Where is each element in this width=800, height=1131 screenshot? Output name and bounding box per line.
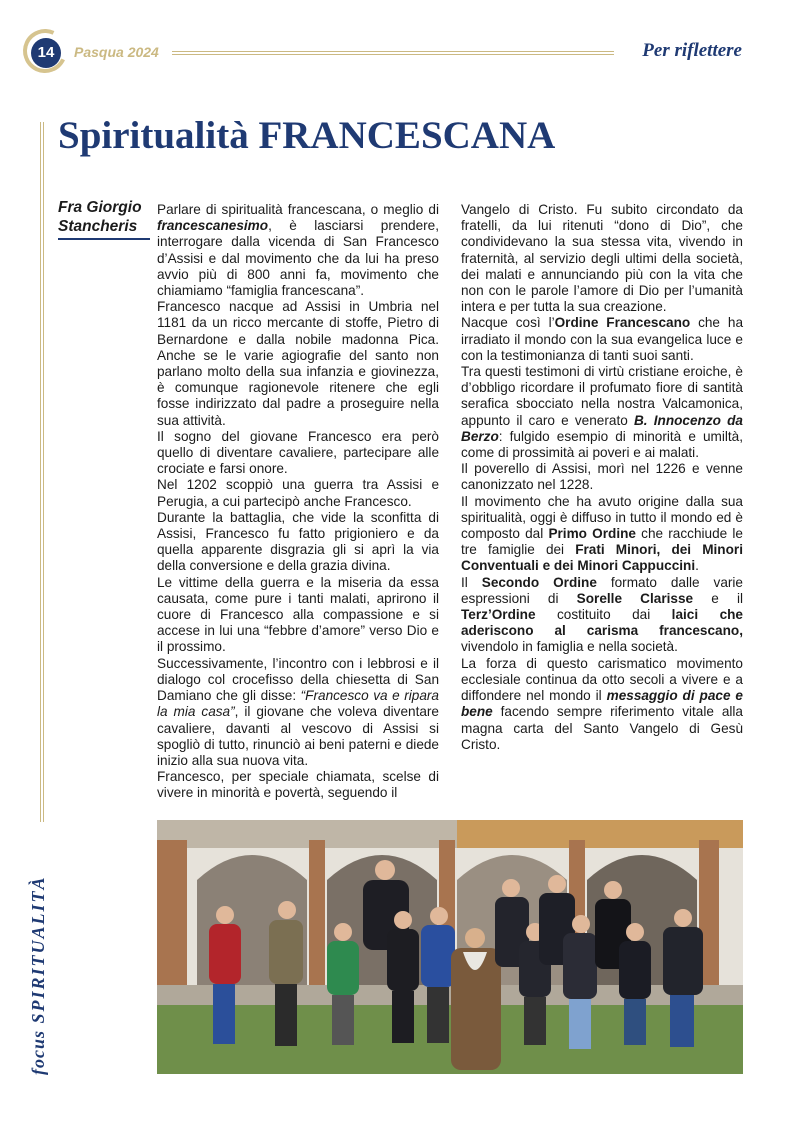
vertical-spiritualita: SPIRITUALITÀ xyxy=(28,875,48,1024)
text-bold: Sorelle Clarisse xyxy=(576,590,694,606)
text: Il movimento che ha avuto origine dalla sua spiritualità, oggi è diffuso in tutto il mondo ed è composto dal xyxy=(461,493,743,542)
col1-paragraph: Francesco nacque ad Assisi in Umbria nel 1181 da un ricco mercante di stoffe, Pietro di Bernardone e dalla nobile madonna Pica. Anche se le varie agiografie del santo non parlano molto della sua infanzia e giovinezza, è comunque ragionevole ritenere che egli fosse indirizzato dal padre a proseguire nella sua attività. xyxy=(157,299,439,428)
vertical-section-label xyxy=(28,875,49,1075)
text-bold: Primo Ordine xyxy=(548,526,636,542)
col2-paragraph xyxy=(461,315,743,364)
col1-paragraph: Nel 1202 scoppiò una guerra tra Assisi e Perugia, a cui partecipò anche Francesco. xyxy=(157,477,439,509)
text-bold: Terz’Ordine xyxy=(461,607,536,623)
article-title: Spiritualità FRANCESCANA xyxy=(58,114,556,157)
page-number: 14 xyxy=(31,38,61,68)
text-italic: “Francesco va e ripara la mia casa” xyxy=(157,688,439,720)
text: . xyxy=(695,558,699,574)
text: : fulgido esempio di minorità e umiltà, come di prossimità ai poveri e ai malati. xyxy=(461,428,743,461)
text-bold-italic: francescanesimo xyxy=(157,218,269,234)
article-column-1 xyxy=(157,202,439,802)
text: e il xyxy=(693,590,744,606)
col2-paragraph xyxy=(461,575,743,656)
text: che racchiude le tre famiglie dei xyxy=(461,526,743,558)
section-label: Per riflettere xyxy=(642,40,742,61)
text-bold-italic: messaggio di pace e bene xyxy=(461,688,743,720)
text-bold: Frati Minori, dei Minori Conventuali e dei Minori Cappuccini xyxy=(461,542,743,574)
group-photo xyxy=(157,820,743,1074)
group-photo-illustration xyxy=(157,820,743,1074)
text: formato dalle varie espressioni di xyxy=(461,574,743,606)
text: La forza di questo carismatico movimento ecclesiale continua da otto secoli a vivere e a diffondere nel mondo il xyxy=(461,655,743,704)
issue-label: Pasqua 2024 xyxy=(74,44,159,60)
text: facendo sempre riferimento vitale alla magna carta del Santo Vangelo di Gesù Cristo. xyxy=(461,704,743,752)
text: costituito dai xyxy=(535,607,672,623)
text: che ha irradiato il mondo con la sua evangelica luce e con la testimonianza di tanti suoi santi. xyxy=(461,315,744,363)
text-bold: Secondo Ordine xyxy=(481,574,597,590)
text: , il giovane che voleva diventare cavaliere, davanti al vescovo di Assisi si spogliò di tutto, rinunciò ai beni paterni e diede inizio alla sua nuova vita. xyxy=(157,704,439,768)
col2-paragraph: Il poverello di Assisi, morì nel 1226 e venne canonizzato nel 1228. xyxy=(461,461,743,493)
author-underline xyxy=(58,238,150,240)
col1-paragraph xyxy=(157,656,439,769)
col1-paragraph xyxy=(157,202,439,299)
col1-paragraph: Francesco, per speciale chiamata, scelse di vivere in minorità e povertà, seguendo il xyxy=(157,769,439,801)
col1-paragraph: Durante la battaglia, che vide la sconfitta di Assisi, Francesco fu fatto prigioniero e da quella apparente disgrazia gli si aprì la via della conversione e della grazia divina. xyxy=(157,509,439,574)
text: Nacque così l’ xyxy=(461,315,555,331)
text-bold-italic: B. Innocenzo da Berzo xyxy=(461,412,743,444)
col1-paragraph: Il sogno del giovane Francesco era però quello di diventare cavaliere, partecipare alle crociate e farsi onore. xyxy=(157,428,439,477)
left-vertical-rule xyxy=(40,122,44,822)
col1-paragraph: Le vittime della guerra e la miseria da essa causata, come pure i tanti malati, aprirono il cuore di Francesco alla compassione e si accese in lui una “febbre d’amore” verso Dio e il prossimo. xyxy=(157,574,439,655)
header-rule xyxy=(172,51,614,55)
article-column-2 xyxy=(461,202,743,753)
article-author xyxy=(58,198,150,236)
text-bold: Ordine Francescano xyxy=(554,315,691,331)
col2-paragraph: Vangelo di Cristo. Fu subito circondato da fratelli, da lui ritenuti “dono di Dio”, che condividevano la sua stessa vita, vivendo in fraternità, al servizio degli ultimi della società, dei malati e annunciando più con la vita che non con le parole l’amore di Dio per l’umanità intera e per tutta la sua creazione. xyxy=(461,202,743,315)
vertical-focus: focus xyxy=(28,1030,48,1075)
text-bold: laici che aderiscono al carisma francescano, xyxy=(461,607,743,639)
col2-paragraph xyxy=(461,656,743,753)
text: vivendolo in famiglia e nella società. xyxy=(461,639,678,655)
text: Successivamente, l’incontro con i lebbrosi e il dialogo col crocefisso della chiesetta di San Damiano che gli disse: xyxy=(157,655,439,704)
text: Tra questi testimoni di virtù cristiane eroiche, è d’obbligo ricordare il profumato fiore di santità serafica sbocciato nella nostra Valcamonica, appunto il caro e venerato xyxy=(461,364,743,428)
text: Parlare di spiritualità francescana, o meglio di xyxy=(157,202,439,217)
author-last-name: Stancheris xyxy=(58,218,138,235)
text: , è lasciarsi prendere, interrogare dalla vicenda di San Francesco d’Assisi e dal movimento che da lui ha preso avvio più di 800 anni fa, movimento che chiamiamo “famiglia francescana”. xyxy=(157,218,439,299)
col2-paragraph xyxy=(461,364,743,461)
page-number-badge xyxy=(23,29,67,73)
text: Il xyxy=(461,574,482,590)
col2-paragraph xyxy=(461,494,743,575)
author-first-name: Fra Giorgio xyxy=(58,199,142,216)
